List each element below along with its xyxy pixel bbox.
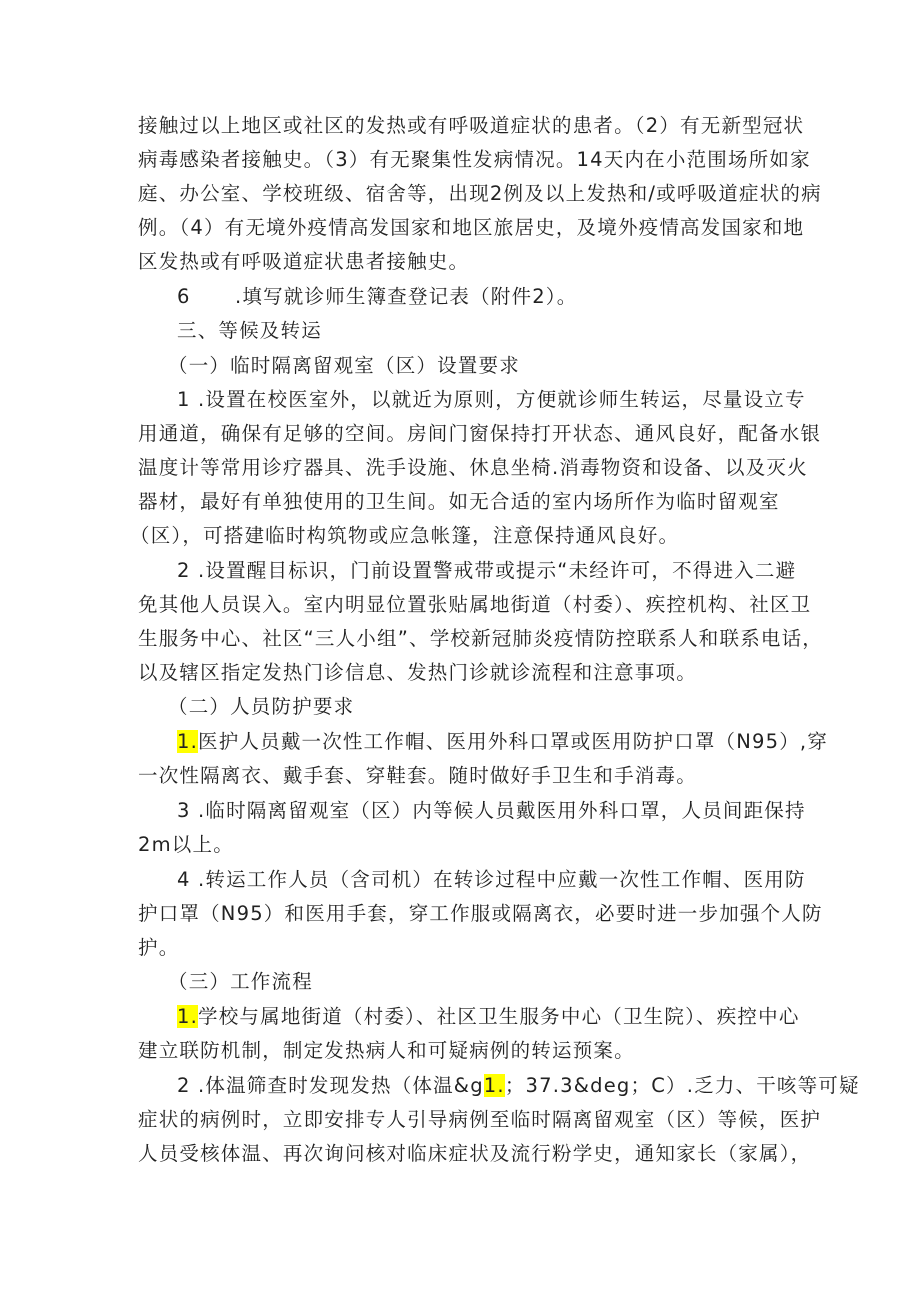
line-text: 庭、办公室、学校班级、宿舍等，出现2例及以上发热和/或呼吸道症状的病 (138, 182, 822, 205)
paragraph-line (138, 177, 822, 211)
paragraph-line (138, 656, 788, 690)
line-text: 器材，最好有单独使用的卫生间。如无合适的室内场所作为临时留观室 (138, 490, 780, 513)
paragraph-line (177, 1000, 827, 1034)
line-text: 2 .设置醒目标识，门前设置警戒带或提示“未经许可，不得进入二避 (177, 559, 797, 582)
line-text: 1 .设置在校医室外，以就近为原则，方便就诊师生转运，尽量设立专 (177, 388, 806, 411)
line-text: 病毒感染者接触史。（3）有无聚集性发病情况。14天内在小范围场所如家 (138, 148, 811, 171)
paragraph-line (138, 451, 808, 485)
paragraph-line (138, 417, 822, 451)
paragraph-line (177, 725, 827, 759)
line-text: 2m以上。 (138, 833, 234, 856)
list-item-6 (177, 280, 827, 314)
paragraph-line (138, 109, 805, 143)
line-text: 三、等候及转运 (177, 319, 322, 342)
paragraph-line (177, 794, 827, 828)
line-text: 例。（4）有无境外疫情高发国家和地区旅居史，及境外疫情高发国家和地 (138, 216, 805, 239)
paragraph-line (138, 931, 788, 965)
paragraph-line (138, 1137, 812, 1171)
section-heading (177, 314, 827, 348)
line-text: （区），可搭建临时构筑物或应急帐篷，注意保持通风良好。 (130, 524, 680, 547)
paragraph-line (138, 245, 788, 279)
line-text: 症状的病例时，立即安排专人引导病例至临时隔离留观室（区）等候，医护 (138, 1108, 822, 1131)
paragraph-line (138, 622, 824, 656)
line-text: 学校与属地街道（村委）、社区卫生服务中心（卫生院）、疾控中心 (198, 1005, 800, 1028)
line-text: ；37.3&deg；C）.乏力、干咳等可疑 (504, 1074, 860, 1097)
paragraph-line (138, 143, 811, 177)
line-text: 医护人员戴一次性工作帽、医用外科口罩或医用防护口罩（N95）,穿 (198, 730, 829, 753)
highlighted-number: 1. (483, 1074, 505, 1097)
paragraph-line (138, 485, 788, 519)
subsection-heading (168, 349, 818, 383)
line-text: （一）临时隔离留观室（区）设置要求 (168, 354, 520, 377)
line-text: 区发热或有呼吸道症状患者接触史。 (138, 250, 470, 273)
paragraph-line (138, 1103, 822, 1137)
line-text: 人员受核体温、再次询问核对临床症状及流行粉学史，通知家长（家属）， (138, 1142, 812, 1165)
line-text: 免其他人员误入。室内明显位置张贴属地街道（村委）、疾控机构、社区卫 (138, 593, 812, 616)
paragraph-line (130, 519, 780, 553)
line-text: 用通道，确保有足够的空间。房间门窗保持打开状态、通风良好，配备水银 (138, 422, 822, 445)
paragraph-line (138, 211, 805, 245)
paragraph-line (138, 828, 788, 862)
line-text: 温度计等常用诊疗器具、洗手设施、休息坐椅.消毒物资和设备、以及灭火 (138, 456, 808, 479)
line-text: （三）工作流程 (168, 970, 313, 993)
paragraph-line (177, 383, 827, 417)
line-text: 4 .转运工作人员（含司机）在转诊过程中应戴一次性工作帽、医用防 (177, 868, 806, 891)
paragraph-line (138, 588, 812, 622)
line-text: 建立联防机制，制定发热病人和可疑病例的转运预案。 (138, 1039, 635, 1062)
line-prefix: 2 .体温筛查时发现发热（体温&g (177, 1074, 484, 1097)
paragraph-line (177, 554, 827, 588)
paragraph-line (138, 1034, 788, 1068)
line-text: 一次性隔离衣、戴手套、穿鞋套。随时做好手卫生和手消毒。 (138, 764, 697, 787)
paragraph-line (177, 1069, 860, 1103)
line-text: 接触过以上地区或社区的发热或有呼吸道症状的患者。（2）有无新型冠状 (138, 114, 805, 137)
line-text: 生服务中心、社区“三人小组”、学校新冠肺炎疫情防控联系人和联系电话， (138, 627, 824, 650)
subsection-heading (168, 690, 818, 724)
line-text: 3 .临时隔离留观室（区）内等候人员戴医用外科口罩，人员间距保持 (177, 799, 806, 822)
highlighted-number: 1. (177, 1005, 199, 1028)
paragraph-line (177, 863, 827, 897)
subsection-heading (168, 965, 818, 999)
paragraph-line (138, 759, 788, 793)
line-text: 6 .填写就诊师生簿查登记表（附件2）。 (177, 285, 578, 308)
line-text: （二）人员防护要求 (168, 695, 355, 718)
line-text: 护。 (138, 936, 180, 959)
highlighted-number: 1. (177, 730, 199, 753)
line-text: 护口罩（N95）和医用手套，穿工作服或隔离衣，必要时进一步加强个人防 (138, 902, 823, 925)
line-text: 以及辖区指定发热门诊信息、发热门诊就诊流程和注意事项。 (138, 661, 697, 684)
paragraph-line (138, 897, 823, 931)
